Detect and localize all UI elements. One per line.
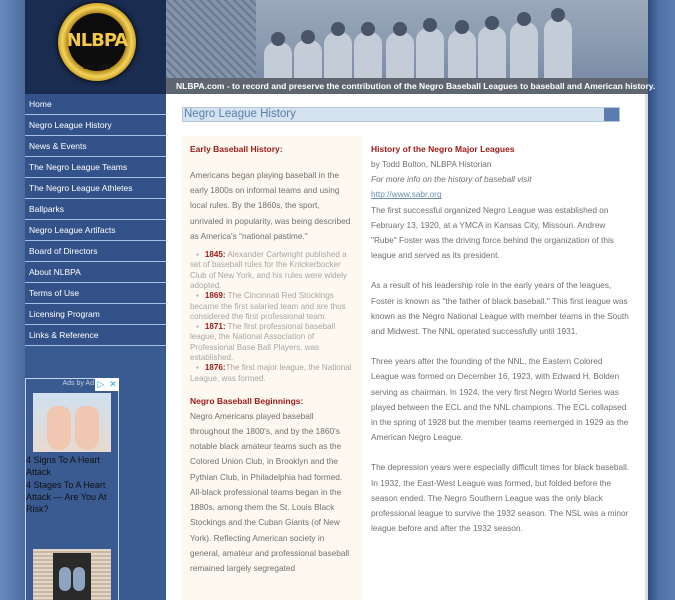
sidebar-item-home[interactable]: Home xyxy=(25,94,166,115)
ad-image-feet[interactable] xyxy=(33,393,111,452)
heading-negro-beginnings: Negro Baseball Beginnings: xyxy=(190,395,304,406)
sidebar-item-links-reference[interactable]: Links & Reference xyxy=(25,325,166,346)
intro-paragraph: Americans began playing baseball in the early 1800s on informal teams and using local rules. By the 1860s, the sport, unrivaled in popularity, was being described as America's "national pastime." xyxy=(190,170,351,241)
timeline-list xyxy=(190,250,354,384)
more-info-text: For more info on the history of baseball visit xyxy=(371,174,532,185)
timeline-item: ▪ 1845: Alexander Cartwright published a set of baseball rules for the Knickerbocker Club of New York, and his rules were widely adopted. xyxy=(190,250,348,290)
sidebar-item-about[interactable]: About NLBPA xyxy=(25,262,166,283)
photo-player xyxy=(416,28,444,78)
site-tagline: NLBPA.com - to record and preserve the contribution of the Negro Baseball Leagues to baseball and American history. xyxy=(166,78,648,94)
header-team-photo xyxy=(166,0,648,78)
photo-player xyxy=(264,42,292,78)
page-title-text: Negro League History xyxy=(184,108,296,120)
shoe-shape xyxy=(59,567,71,591)
ad-image-scale[interactable] xyxy=(33,549,111,600)
heading-major-leagues: History of the Negro Major Leagues xyxy=(371,144,515,154)
timeline-item: ▪ 1876:The first major league, the National League, was formed. xyxy=(190,363,352,383)
heading-early-baseball: Early Baseball History: xyxy=(190,144,283,154)
photo-player xyxy=(510,22,538,78)
ad-link[interactable]: 4 Stages To A Heart Attack — Are You At Risk? xyxy=(26,480,107,514)
logo-center-text: NLBPA xyxy=(66,30,128,51)
title-bar-square xyxy=(604,108,619,121)
sidebar-item-news-events[interactable]: News & Events xyxy=(25,136,166,157)
foot-shape xyxy=(75,406,99,450)
page-title xyxy=(182,107,620,122)
shoe-shape xyxy=(73,567,85,591)
page-left-border xyxy=(0,0,25,600)
foot-shape xyxy=(47,406,71,450)
photo-player xyxy=(544,18,572,78)
photo-player xyxy=(386,32,414,78)
sidebar-item-ballparks[interactable]: Ballparks xyxy=(25,199,166,220)
sidebar-ad xyxy=(25,378,119,600)
main-content xyxy=(166,94,648,600)
sidebar-item-licensing[interactable]: Licensing Program xyxy=(25,304,166,325)
logo-est-text: EST. 1990 xyxy=(83,65,111,71)
photo-player xyxy=(448,30,476,78)
ad-close-icon[interactable]: ✕ xyxy=(109,379,117,389)
photo-fence xyxy=(166,0,256,78)
sidebar-item-board-of-directors[interactable]: Board of Directors xyxy=(25,241,166,262)
beginnings-paragraph: Negro Americans played baseball throughout the 1800's, and by the 1860's notable black amateur teams such as the Colored Union Club, in Brooklyn and the Pythian Club, in Philadelphia had formed. All-black professional teams began in the 1880s, among them the St. Louis Black Stockings and the Cuban Giants (of New York). Reflecting American society in general, amateur and professional baseball remained largely segregated xyxy=(190,410,350,573)
sidebar-item-artifacts[interactable]: Negro League Artifacts xyxy=(25,220,166,241)
history-paragraph: As a result of his leadership role in the early years of the leagues, Foster is known as "the father of black baseball." This first league was known as the Negro National League with member teams in the South and Midwest. The NNL operated successfully until 1931. xyxy=(371,280,629,337)
header-logo-area xyxy=(25,0,166,94)
sidebar-item-teams[interactable]: The Negro League Teams xyxy=(25,157,166,178)
photo-player xyxy=(478,26,506,78)
timeline-item: ▪ 1871: The first professional baseball league, the National Association of Professional Base Ball Players, was established. xyxy=(190,322,336,362)
nlbpa-logo[interactable] xyxy=(58,3,136,81)
photo-player xyxy=(354,32,382,78)
page-container xyxy=(25,0,656,600)
photo-player xyxy=(294,40,322,78)
adchoices-icon[interactable]: ▷ xyxy=(97,379,105,389)
ad-label: Ads by Ad xyxy=(62,380,94,387)
history-paragraph: Three years after the founding of the NNL, the Eastern Colored League was formed on December 16, 1923, with Edward H. Bolden serving as chairman. In 1924, the very first Negro World Series was played between the ECL and the NNL champions. The ECL collapsed in the spring of 1928 but the member teams reemerged in 1929 as the American Negro League. xyxy=(371,356,629,443)
photo-player xyxy=(324,32,352,78)
scale-shape xyxy=(53,553,91,600)
sidebar-item-terms[interactable]: Terms of Use xyxy=(25,283,166,304)
history-paragraph: The depression years were especially difficult times for black baseball. In 1932, the East-West League was formed, but folded before the season ended. The Negro Southern League was the only black professional league to survive the 1932 season. The NSL was a minor league before and after the 1932 season. xyxy=(371,462,630,534)
byline: by Todd Bolton, NLBPA Historian xyxy=(371,159,492,169)
sidebar-nav xyxy=(25,94,166,600)
history-paragraph: The first successful organized Negro League was established on February 13, 1920, at a YMCA in Kansas City, Missouri. Andrew "Rube" Foster was the driving force behind the organization of this league and served as its president. xyxy=(371,204,614,261)
right-column xyxy=(371,136,631,536)
sidebar-item-athletes[interactable]: The Negro League Athletes xyxy=(25,178,166,199)
ad-controls xyxy=(95,378,119,391)
timeline-item: ▪ 1869: The Cincinnati Red Stockings became the first salaried team and are thus considered the first professional team. xyxy=(190,291,346,321)
ad-link[interactable]: 4 Signs To A Heart Attack xyxy=(26,455,100,477)
sidebar-item-negro-league-history[interactable]: Negro League History xyxy=(25,115,166,136)
sabr-link[interactable]: http://www.sabr.org xyxy=(371,189,442,200)
left-column xyxy=(182,136,362,600)
